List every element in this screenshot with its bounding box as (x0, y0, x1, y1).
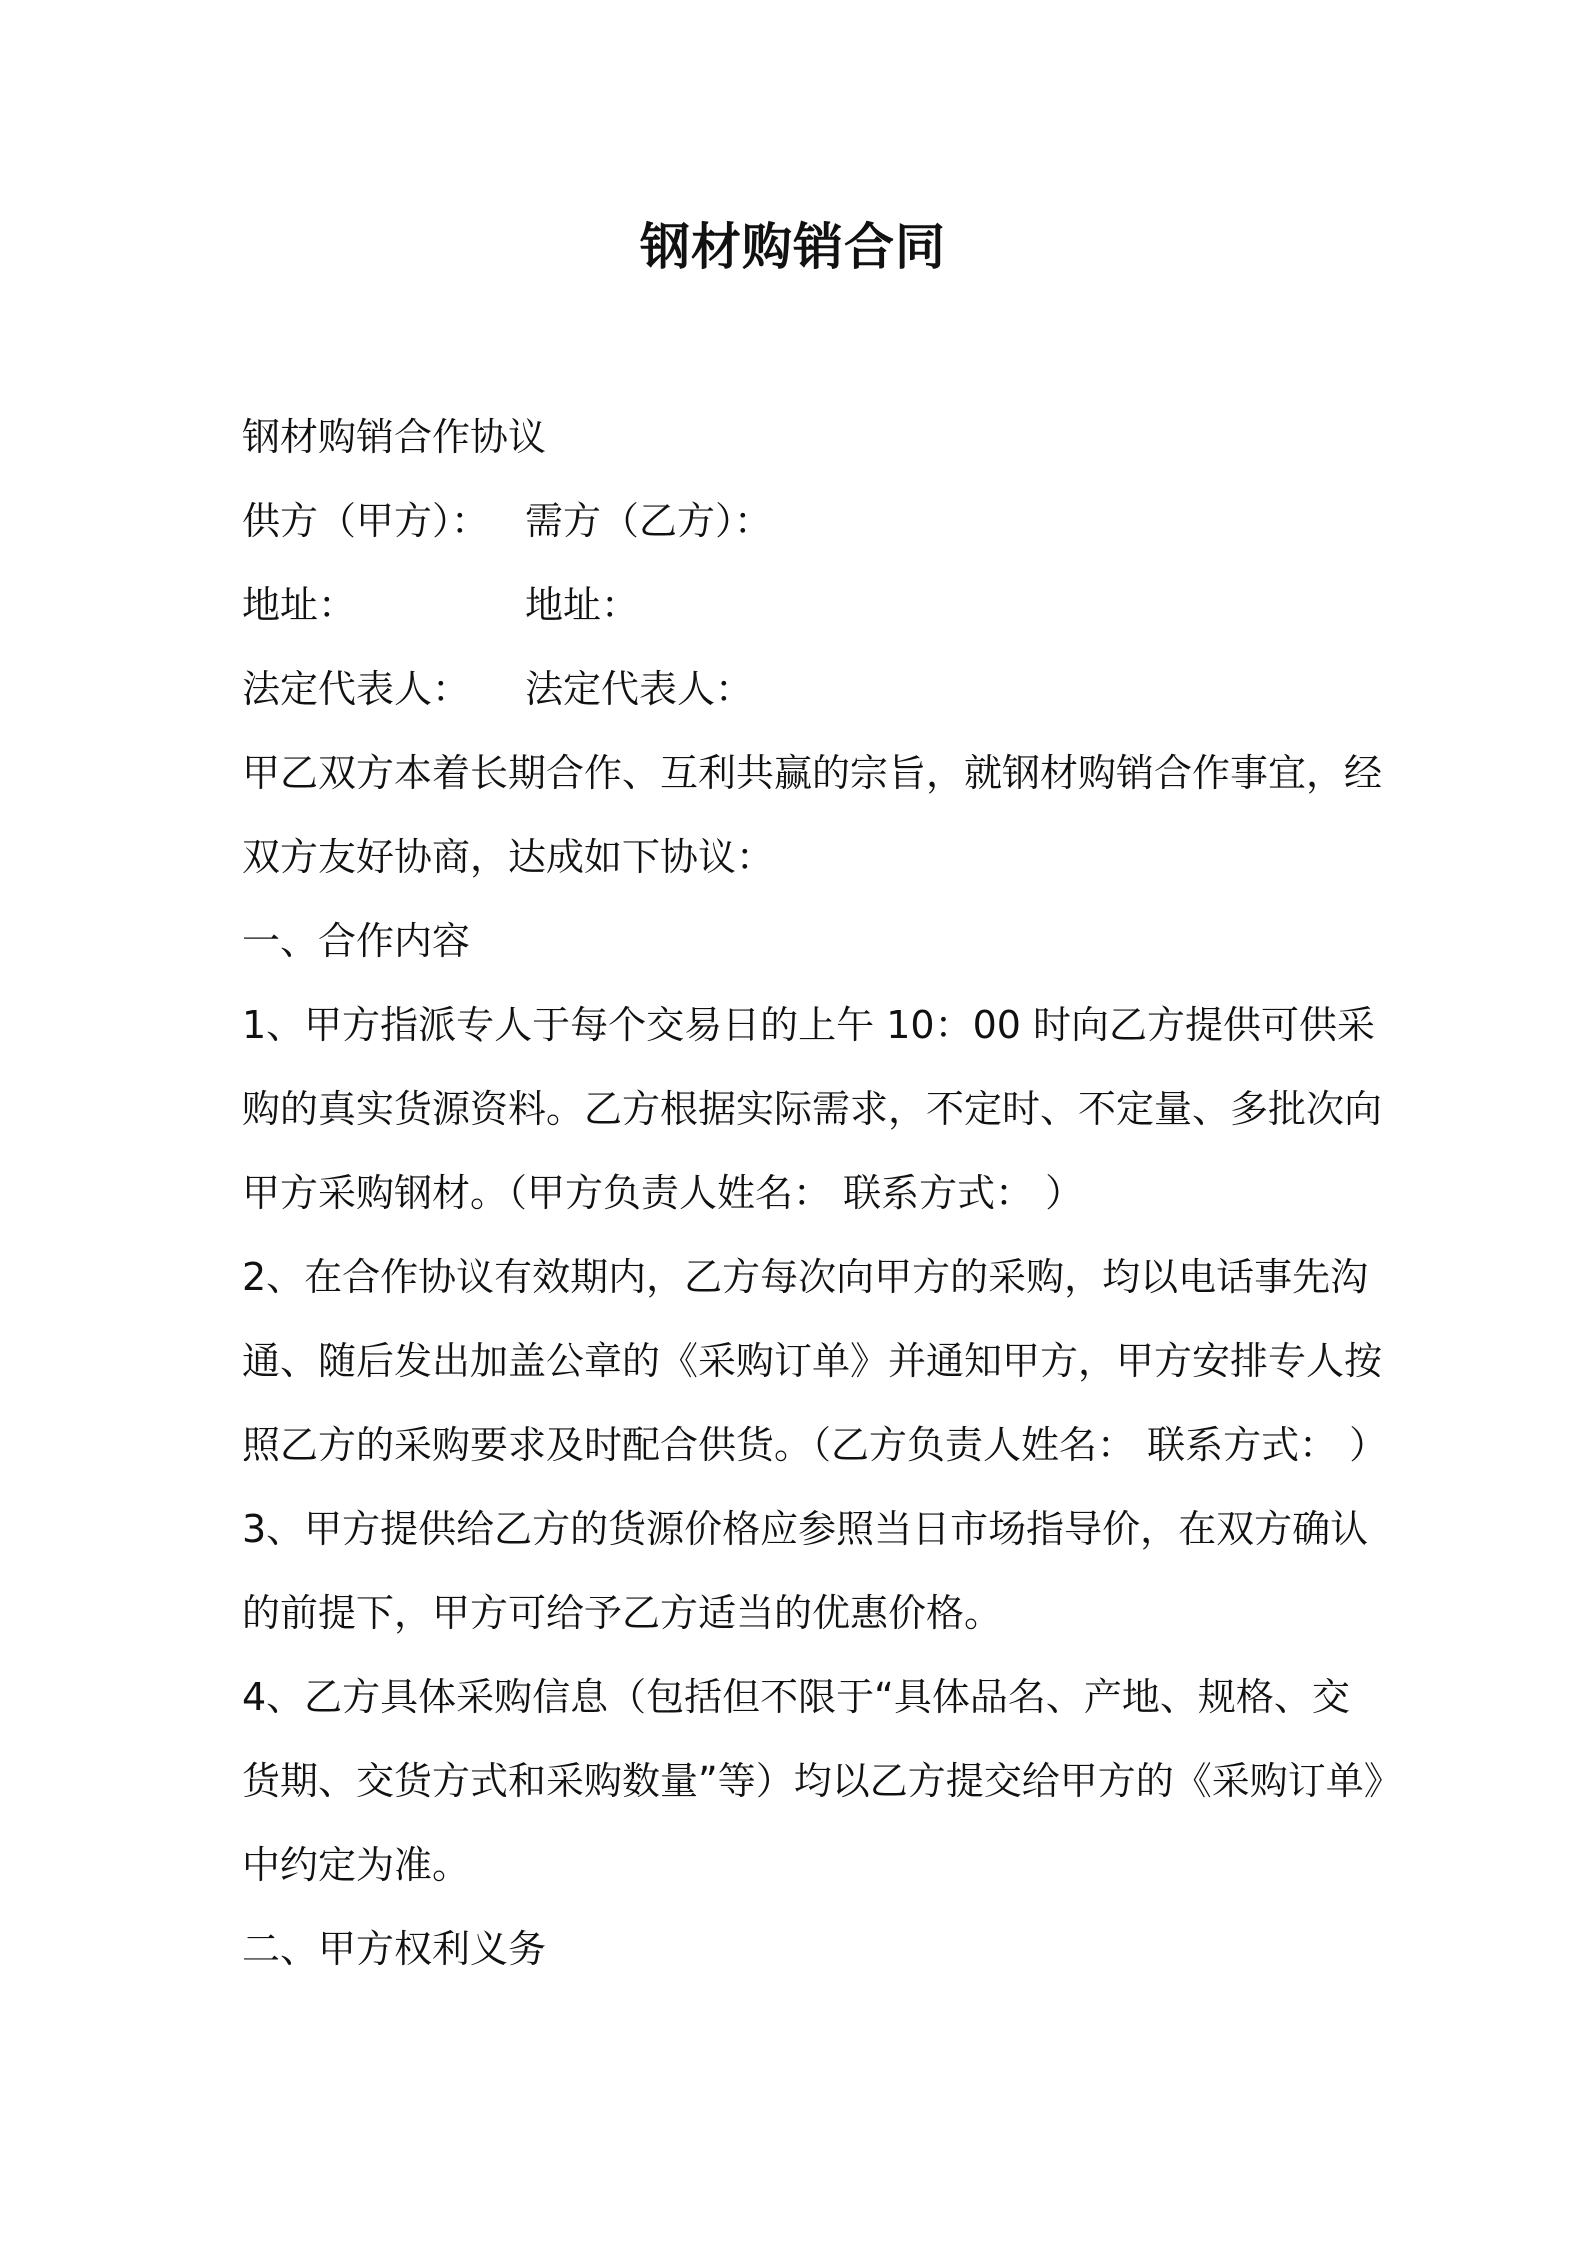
supplier-label: 供方（甲方）： (242, 499, 490, 543)
item-1-line-2: 购的真实货源资料。乙方根据实际需求，不定时、不定量、多批次向 (242, 1087, 1383, 1131)
agreement-subtitle: 钢材购销合作协议 (242, 415, 547, 459)
item-3-line-1: 3、甲方提供给乙方的货源价格应参照当日市场指导价，在双方确认 (242, 1507, 1369, 1551)
item-2-line-3: 照乙方的采购要求及时配合供货。（乙方负责人姓名： 联系方式： ） (242, 1423, 1388, 1467)
section-2-heading: 二、甲方权利义务 (242, 1927, 547, 1971)
item-4-line-1: 4、乙方具体采购信息（包括但不限于“具体品名、产地、规格、交 (242, 1675, 1350, 1719)
item-3-line-2: 的前提下，甲方可给予乙方适当的优惠价格。 (242, 1591, 1003, 1635)
buyer-address-label: 地址： (525, 583, 640, 627)
buyer-representative-label: 法定代表人： (525, 667, 754, 711)
item-4-line-2: 货期、交货方式和采购数量”等）均以乙方提交给甲方的《采购订单》 (242, 1759, 1402, 1803)
document-title: 钢材购销合同 (640, 218, 946, 276)
buyer-label: 需方（乙方）： (525, 499, 773, 543)
item-2-line-2: 通、随后发出加盖公章的《采购订单》并通知甲方，甲方安排专人按 (242, 1339, 1383, 1383)
supplier-representative-label: 法定代表人： (242, 667, 471, 711)
intro-line-2: 双方友好协商，达成如下协议： (242, 835, 775, 879)
supplier-address-label: 地址： (242, 583, 357, 627)
section-1-heading: 一、合作内容 (242, 919, 471, 963)
item-1-line-3: 甲方采购钢材。（甲方负责人姓名： 联系方式： ） (242, 1171, 1084, 1215)
item-2-line-1: 2、在合作协议有效期内，乙方每次向甲方的采购，均以电话事先沟 (242, 1255, 1369, 1299)
item-1-line-1: 1、甲方指派专人于每个交易日的上午 10：00 时向乙方提供可供采 (242, 1003, 1376, 1047)
intro-line-1: 甲乙双方本着长期合作、互利共赢的宗旨，就钢材购销合作事宜，经 (242, 751, 1383, 795)
item-4-line-3: 中约定为准。 (242, 1843, 471, 1887)
